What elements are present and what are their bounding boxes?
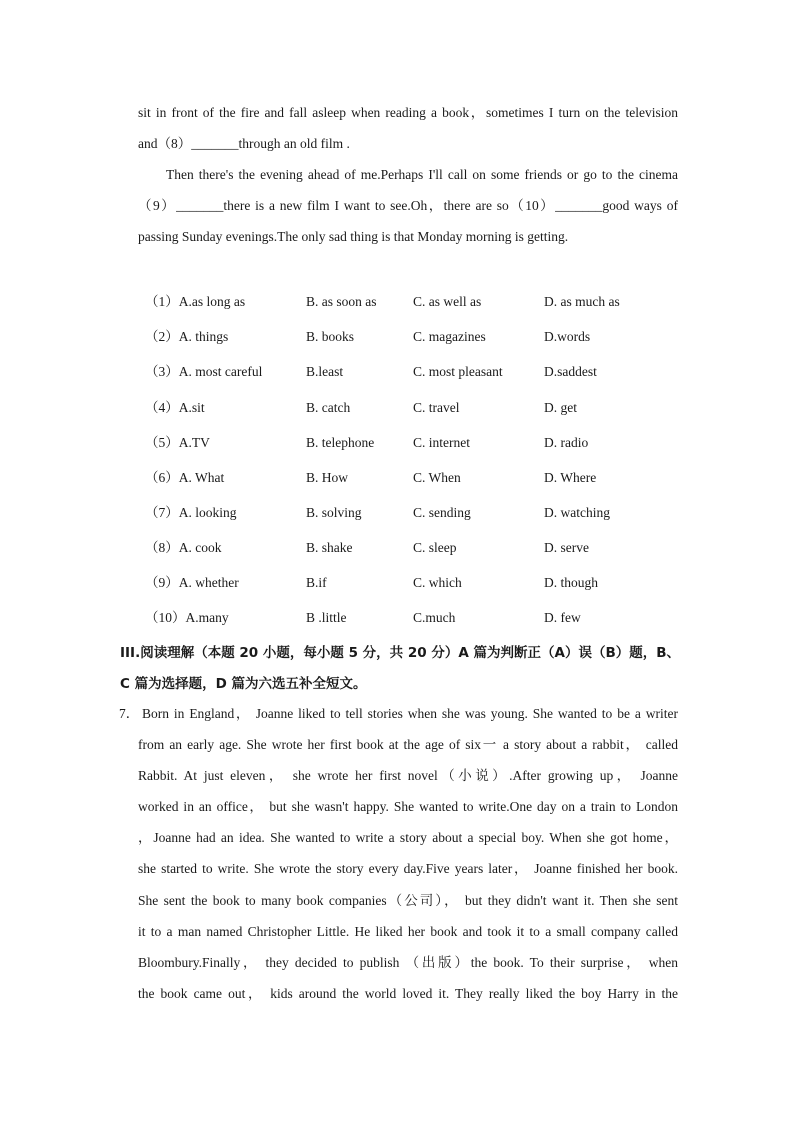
section-heading-line-2: C 篇为选择题，D 篇为六选五补全短文。 [120,676,367,692]
option-8-a: （8）A. cook [145,540,222,555]
option-7-a: （7）A. looking [145,505,237,520]
option-7-b: B. solving [306,505,362,520]
question-number: 7． [119,706,140,721]
option-4-d: D. get [544,400,577,415]
question-line-2: from an early age. She wrote her first book at the age of six一 a story about a rabbit， called [138,737,678,752]
question-line-8: it to a man named Christopher Little. He liked her book and took it to a small company called [138,924,678,939]
option-5-a: （5）A.TV [145,435,210,450]
option-4-c: C. travel [413,400,460,415]
option-1-a: （1）A.as long as [145,294,246,309]
option-8-b: B. shake [306,540,353,555]
option-row-8 [145,538,685,558]
option-8-c: C. sleep [413,540,457,555]
question-line-9: Bloombury.Finally， they decided to publish （出版）the book. To their surprise， when [138,955,678,970]
question-line-10: the book came out， kids around the world loved it. They really liked the boy Harry in the [138,986,678,1001]
question-line-4: worked in an office， but she wasn't happy. She wanted to write.One day on a train to London [138,799,678,814]
question-line-6: she started to write. She wrote the story every day.Five years later， Joanne finished her book. [138,861,678,876]
option-8-d: D. serve [544,540,589,555]
question-line-5: ，Joanne had an idea. She wanted to write a story about a special boy. When she got home， [138,830,678,845]
option-5-b: B. telephone [306,435,375,450]
option-5-d: D. radio [544,435,589,450]
option-3-c: C. most pleasant [413,364,503,379]
option-4-a: （4）A.sit [145,400,205,415]
option-1-b: B. as soon as [306,294,377,309]
option-row-7 [145,503,685,523]
option-2-a: （2）A. things [145,329,229,344]
passage-line-3: Then there's the evening ahead of me.Perhaps I'll call on some friends or go to the cinema [166,167,678,182]
passage-line-5: passing Sunday evenings.The only sad thing is that Monday morning is getting. [138,229,569,244]
option-3-d: D.saddest [544,364,597,379]
section-heading-line-1: III.阅读理解（本题 20 小题，每小题 5 分，共 20 分）A 篇为判断正（A）误（B）题，B、 [120,645,681,661]
option-3-a: （3）A. most careful [145,364,263,379]
passage-line-2: and（8）_______through an old film . [138,136,350,151]
option-1-c: C. as well as [413,294,482,309]
option-5-c: C. internet [413,435,470,450]
option-2-d: D.words [544,329,591,344]
option-7-c: C. sending [413,505,471,520]
option-9-a: （9）A. whether [145,575,239,590]
option-row-3 [145,362,685,382]
option-6-d: D. Where [544,470,597,485]
question-line-1: Born in England， Joanne liked to tell stories when she was young. She wanted to be a writer [142,706,678,721]
question-line-7: She sent the book to many book companies（公司）， but they didn't want it. Then she sent [138,893,678,908]
option-6-c: C. When [413,470,461,485]
option-10-c: C.much [413,610,456,625]
option-row-4 [145,398,685,418]
option-row-1 [145,292,685,312]
option-row-2 [145,327,685,347]
option-6-a: （6）A. What [145,470,225,485]
option-2-c: C. magazines [413,329,486,344]
option-3-b: B.least [306,364,344,379]
option-row-9 [145,573,685,593]
option-9-b: B.if [306,575,327,590]
option-row-10 [145,608,685,628]
option-10-a: （10）A.many [145,610,229,625]
option-4-b: B. catch [306,400,351,415]
passage-line-4: （9）_______there is a new film I want to see.Oh，there are so（10）_______good ways of [138,198,678,213]
option-10-b: B .little [306,610,347,625]
option-9-d: D. though [544,575,598,590]
option-9-c: C. which [413,575,462,590]
option-7-d: D. watching [544,505,610,520]
option-6-b: B. How [306,470,349,485]
option-row-5 [145,433,685,453]
option-1-d: D. as much as [544,294,620,309]
question-line-3: Rabbit. At just eleven， she wrote her first novel（小说）.After growing up， Joanne [138,768,678,783]
option-row-6 [145,468,685,488]
option-10-d: D. few [544,610,581,625]
option-2-b: B. books [306,329,355,344]
passage-line-1: sit in front of the fire and fall asleep when reading a book，sometimes I turn on the television [138,105,678,120]
